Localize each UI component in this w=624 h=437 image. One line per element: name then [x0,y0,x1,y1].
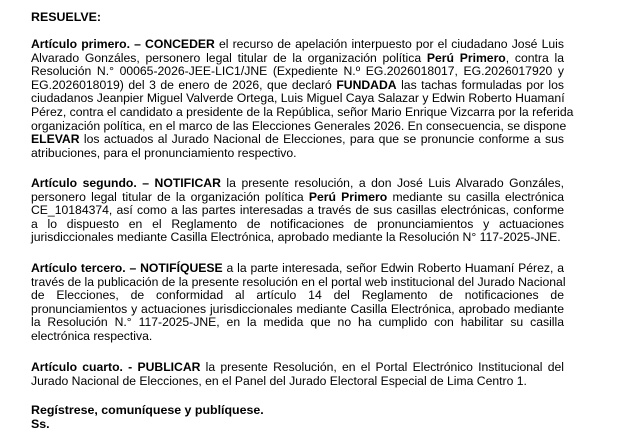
body-text: ciudadanos Jeanpier Miguel Valverde Ortega, Luis Miguel Caya Salazar y Edwin Roberto Huamaní [31,91,565,106]
article-line [31,177,564,191]
article-first [31,37,574,160]
body-text: la presente resolución, a don José Luis Alvarado Gonzáles, [220,176,564,190]
body-text: través de la publicación de la presente resolución en el portal web institucional del Jurado Nacional [31,274,566,289]
article-third [31,262,564,344]
closing-block [31,403,264,431]
article-line [31,276,564,290]
resolve-heading: RESUELVE: [31,10,101,24]
article-line [31,316,564,330]
body-text: Resolución N.° 00065-2026-JEE-LIC1/JNE (Expediente N.º EG.2026018017, EG.2026017920 y [31,64,564,79]
article-line [31,118,567,134]
body-text: Pérez, contra el candidato a presidente de la República, señor Mario Enrique Vizcarra por la referida [31,104,574,119]
article-line [31,147,564,161]
article-line [31,65,564,79]
body-text: electrónica respectiva. [31,328,153,343]
body-text: , contra la [505,50,564,65]
bold-text: Perú Primero [308,189,388,204]
article-line [31,38,564,52]
body-text: a lo dispuesto en el Reglamento de notificaciones de pronunciamientos y actuaciones [31,216,564,231]
article-line [31,204,564,218]
body-text: de Elecciones, de conformidad al artículo 14 del Reglamento de notificaciones de [31,288,564,303]
article-line [31,361,564,375]
article-line [31,375,564,389]
body-text: CE_10184374, así como a las partes interesadas a través de sus casillas electrónicas, conforme [31,203,564,218]
article-line [31,92,564,106]
article-line [31,104,574,120]
bold-text: Perú Primero [426,50,506,65]
bold-text: Artículo cuarto. - PUBLICAR [31,360,201,374]
body-text: a la parte interesada, señor Edwin Roberto Huamaní Pérez, a [222,261,564,275]
article-line [31,262,564,276]
body-text: Jurado Nacional de Elecciones, en el Panel del Jurado Electoral Especial de Lima Centro 1. [31,373,527,388]
bold-text: Artículo segundo. – NOTIFICAR [31,176,221,190]
article-line [31,133,564,147]
article-line [31,330,564,344]
body-text: personero legal titular de la organización política [31,189,309,204]
body-text: el recurso de apelación interpuesto por el ciudadano José Luis [214,37,564,51]
article-line [31,191,564,205]
body-text: atribuciones, para el pronunciamiento respectivo. [31,145,297,160]
body-text: la Resolución N.° 117-2025-JNE, en la medida que no ha cumplido con habilitar su casilla [31,315,564,330]
body-text: organización política, en el marco de las Elecciones Generales 2026. En consecuencia, se dispone [31,118,567,133]
closing-formula: Regístrese, comuníquese y publíquese. [31,403,264,417]
signature-abbrev: Ss. [31,417,50,431]
bold-text: Artículo tercero. – NOTIFÍQUESE [31,261,223,275]
body-text: EG.2026018019) del 3 de enero de 2026, que declaró [31,77,337,92]
article-line [31,231,564,245]
body-text: las tachas formuladas por los [396,77,564,92]
article-line [31,52,564,66]
bold-text: ELEVAR [31,132,80,147]
article-line [31,289,564,303]
body-text: pronunciamientos y actuaciones jurisdiccionales mediante Casilla Electrónica, aprobado mediante [31,301,564,316]
bold-text: FUNDADA [336,77,397,92]
article-line [31,218,564,232]
body-text: la presente Resolución, en el Portal Electrónico Institucional del [200,360,564,374]
article-second [31,177,564,245]
article-fourth [31,361,564,388]
bold-text: Artículo primero. – CONCEDER [31,37,215,51]
body-text: jurisdiccionales mediante Casilla Electrónica, aprobado mediante la Resolución N° 117-2025-JNE. [31,230,561,245]
body-text: mediante su casilla electrónica [387,189,564,204]
body-text: Alvarado Gonzáles, personero legal titular de la organización política [31,50,427,65]
body-text: los actuados al Jurado Nacional de Elecciones, para que se pronuncie conforme a sus [79,132,564,147]
article-line [31,303,564,317]
article-line [31,79,564,93]
